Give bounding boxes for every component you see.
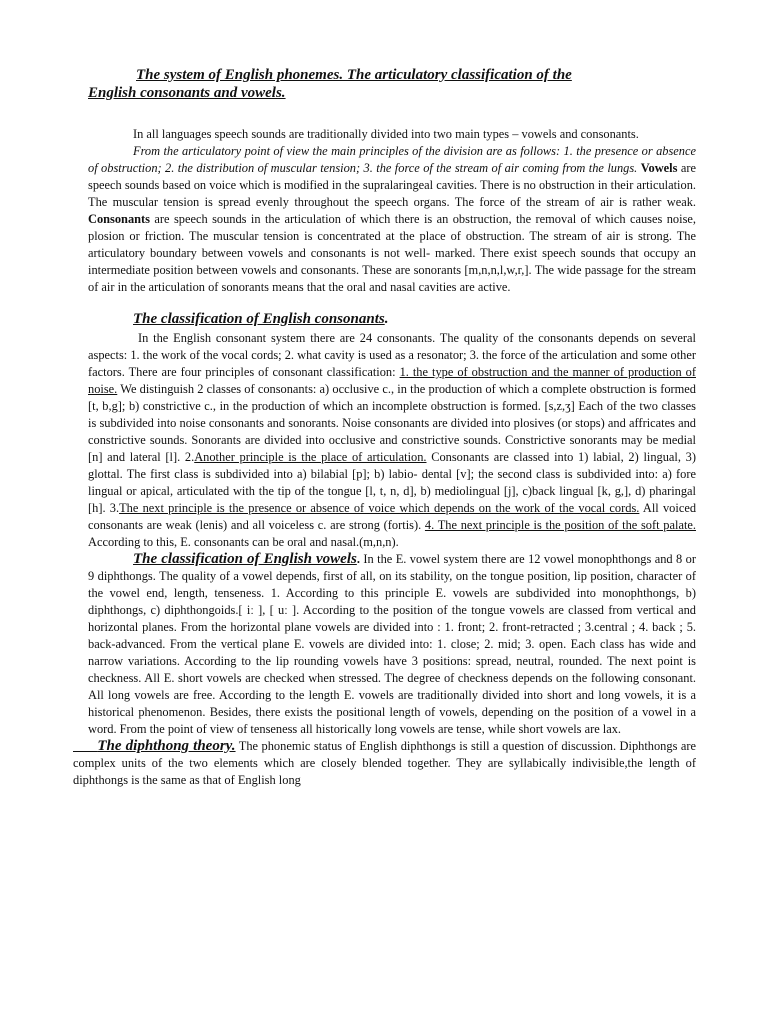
- vowels-paragraph: The classification of English vowels. In the E. vowel system there are 12 vowel monophthongs and 8 or 9 diphthongs. The quality of a vowel depends, first of all, on its stability, on the tongue position, lip position, character of the vowel end, length, tenseness. 1. According to this principle E. vowels are subdivided into monophthongs, b) diphthongs, c) diphthongoids.[ iː ], [ uː ]. According to the position of the tongue vowels are classed from vertical and horizontal planes. From the horizontal plane vowels are divided into : 1. front; 2. front-retracted ; 3.central ; 4. back ; 5. back-advanced. From the vertical plane E. vowels are divided into: 1. close; 2. mid; 3. open. Each class has wide and narrow variations. According to the lip rounding vowels have 3 positions: spread, neutral, rounded. The next point is checkness. All E. short vowels are checked when stressed. The degree of checkness depends on the following consonant. All long vowels are free. According to the length E. vowels are traditionally divided into short and long vowels, it is a historical phenomenon. Besides, there exists the positional length of vowels, depending on the position of a vowel in a word. From the point of view of tenseness all historically long vowels are tense, while short vowels are lax.: [88, 551, 696, 736]
- vowels-term: Vowels: [640, 161, 678, 175]
- title-line-1: The system of English phonemes. The articulatory classification of the: [136, 67, 572, 83]
- vowels-definition: are speech sounds based on voice which is modified in the supralaringeal cavities. There is no obstruction in their articulation. The muscular tension is spread evenly throughout the speech organs. The force of the stream of air is rather weak.: [88, 161, 696, 209]
- vowels-heading: The classification of English vowels: [133, 551, 357, 567]
- consonants-heading: The classification of English consonants.: [133, 311, 389, 327]
- diphthong-text: The phonemic status of English diphthongs is still a question of discussion. Diphthongs are complex units of the two elements which are closely blended together. They are syllabically indivisible,the length of diphthongs is the same as that of English long: [73, 739, 696, 787]
- consonants-paragraph: In the English consonant system there are 24 consonants. The quality of the consonants depends on several aspects: 1. the work of the vocal cords; 2. what cavity is used as a resonator; 3. the force of the articulation and some other factors. There are four principles of consonant classification: 1. the type of obstruction and the manner of production of noise. We distinguish 2 classes of consonants: a) occlusive c., in the production of which a complete obstruction is formed [t, b,g]; b) constrictive c., in the production of which an incomplete obstruction is formed. [s,z,ʒ] Each of the two classes is subdivided into noise consonants and sonorants. Noise consonants are divided into plosives (or stops) and affricates and constrictive sounds. Sonorants are divided into occlusive and constrictive sounds. Constrictive sonorants may be medial [n] and lateral [l]. 2.Another principle is the place of articulation. Consonants are classed into 1) labial, 2) lingual, 3) glottal. The first class is subdivided into a) bilabial [p]; b) labio- dental [v]; the second class is subdivided into: a) fore lingual or apical, articulated with the tip of the tongue [l, t, n, d], b) mediolingual [j], c)back lingual [k, g,], d) pharingal [h]. 3.The next principle is the presence or absence of voice which depends on the work of the vocal cords. All voiced consonants are weak (lenis) and all voiceless c. are strong (fortis). 4. The next principle is the position of the soft palate. According to this, E. consonants can be oral and nasal.(m,n,n).: [88, 331, 697, 549]
- principle-4: 4. The next principle is the position of the soft palate.: [424, 518, 696, 532]
- diphthong-heading: The diphthong theory.: [97, 738, 236, 754]
- principle-1: 1. the type of obstruction and the manner of production of noise.: [88, 365, 696, 396]
- document-page: [73, 66, 697, 789]
- title-line-2: English consonants and vowels.: [88, 85, 286, 101]
- intro-paragraph-1: In all languages speech sounds are traditionally divided into two main types – vowels and consonants.: [133, 127, 639, 141]
- vowels-text: In the E. vowel system there are 12 vowel monophthongs and 8 or 9 diphthongs. The quality of a vowel depends, first of all, on its stability, on the tongue position, lip position, character of the vowel end, length, tenseness. 1. According to this principle E. vowels are subdivided into monophthongs, b) diphthongs, c) diphthongoids.[ iː ], [ uː ]. According to the position of the tongue vowels are classed from vertical and horizontal planes. From the horizontal plane vowels are divided into : 1. front; 2. front-retracted ; 3.central ; 4. back ; 5. back-advanced. From the vertical plane E. vowels are divided into: 1. close; 2. mid; 3. open. Each class has wide and narrow variations. According to the lip rounding vowels have 3 positions: spread, neutral, rounded. The next point is checkness. All E. short vowels are checked when stressed. The degree of checkness depends on the following consonant. All long vowels are free. According to the length E. vowels are traditionally divided into short and long vowels, it is a historical phenomenon. Besides, there exists the positional length of vowels, depending on the position of a vowel in a word. From the point of view of tenseness all historically long vowels are tense, while short vowels are lax.: [88, 552, 696, 736]
- consonants-term: Consonants: [88, 212, 150, 226]
- principle-3: The next principle is the presence or absence of voice which depends on the work of the vocal cords.: [119, 501, 640, 515]
- consonants-definition: are speech sounds in the articulation of which there is an obstruction, the removal of which causes noise, plosion or friction. The muscular tension is concentrated at the place of obstruction. The stream of air is strong. The articulatory boundary between vowels and consonants is not well- marked. There exist speech sounds that occupy an intermediate position between vowels and consonants. These are sonorants [m,n,n,l,w,r,]. The wide passage for the stream of air in the articulation of sonorants means that the oral and nasal cavities are active.: [88, 212, 696, 294]
- intro-paragraph-2: [88, 143, 696, 296]
- document-title: [88, 66, 696, 102]
- division-principles-text: From the articulatory point of view the main principles of the division are as follows: 1. the presence or absence of obstruction; 2. the distribution of muscular tension; 3. the force of the stream of air coming from the lungs.: [88, 144, 696, 175]
- diphthong-paragraph: [73, 738, 696, 789]
- principle-2: Another principle is the place of articulation.: [194, 450, 427, 464]
